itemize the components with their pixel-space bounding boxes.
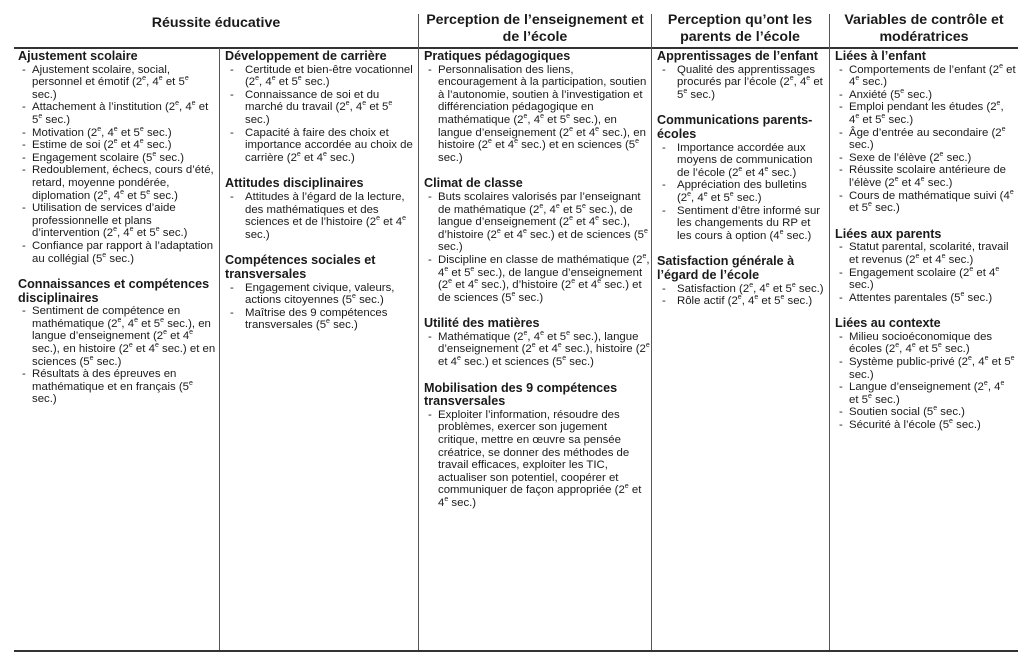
variable-item: - Qualité des apprentissages procurés par l’école (2e, 4e et 5e sec.): [657, 64, 827, 102]
section-title: Liées aux parents: [835, 226, 942, 241]
variable-item: - Sentiment de compétence en mathématique (2e, 4e et 5e sec.), en langue d’enseignement (2e et 4e sec.), en histoire (2e et 4e sec.) et en sciences (5e sec.): [18, 305, 216, 368]
variable-item: - Exploiter l’information, résoudre des problèmes, exercer son jugement critique, mettre en œuvre sa pensée créatrice, se donner des méthodes de travail efficaces, exploiter les TIC, actualiser son potentiel, coopérer et communiquer de façon appropriée (2e et 4e sec.): [424, 409, 650, 510]
section: [424, 177, 650, 304]
variable-list: [657, 142, 827, 243]
variable-item: - Résultats à des épreuves en mathématique et en français (5e sec.): [18, 368, 216, 406]
section: [424, 317, 650, 368]
variable-item: - Confiance par rapport à l’adaptation au collégial (5e sec.): [18, 240, 216, 265]
variable-item: - Cours de mathématique suivi (4e et 5e sec.): [835, 190, 1017, 215]
variable-item: - Langue d’enseignement (2e, 4e et 5e sec.): [835, 381, 1017, 406]
variable-item: - Utilisation de services d’aide professionnelle et plans d’intervention (2e, 4e et 5e sec.): [18, 202, 216, 240]
variables-table: [14, 12, 1018, 651]
variable-list: [835, 331, 1017, 432]
section-title: Apprentissages de l’enfant: [657, 49, 818, 63]
variable-item: - Discipline en classe de mathématique (2e, 4e et 5e sec.), de langue d’enseignement (2e et 4e sec.), d’histoire (2e et 4e sec.) et de sciences (5e sec.): [424, 254, 650, 304]
section: [225, 254, 415, 332]
section-title: Liées au contexte: [835, 316, 941, 331]
variable-item: - Maîtrise des 9 compétences transversales (5e sec.): [225, 307, 415, 332]
section-title: Utilité des matières: [424, 316, 540, 331]
section: [835, 317, 1017, 431]
variable-item: - Sentiment d’être informé sur les changements du RP et les cours à option (4e sec.): [657, 205, 827, 243]
variable-item: - Emploi pendant les études (2e, 4e et 5e sec.): [835, 101, 1017, 126]
column-variables-controle: [835, 50, 1017, 445]
variable-item: - Capacité à faire des choix et importance accordée au choix de carrière (2e et 4e sec.): [225, 127, 415, 165]
variable-item: - Buts scolaires valorisés par l’enseignant de mathématique (2e, 4e et 5e sec.), de langue d’enseignement (2e et 4e sec.), d’histoire (2e et 4e sec.) et de sciences (5e sec.): [424, 191, 650, 254]
variable-list: [657, 283, 827, 308]
column-divider: [418, 14, 419, 650]
variable-item: - Sexe de l’élève (2e sec.): [835, 152, 1017, 165]
variable-list: [424, 191, 650, 304]
variable-item: - Mathématique (2e, 4e et 5e sec.), langue d’enseignement (2e et 4e sec.), histoire (2e et 4e sec.) et sciences (5e sec.): [424, 331, 650, 369]
variable-item: - Redoublement, échecs, cours d’été, retard, moyenne pondérée, diplomation (2e, 4e et 5e sec.): [18, 164, 216, 202]
column-divider: [219, 48, 220, 650]
variable-list: [225, 282, 415, 332]
section-title: Ajustement scolaire: [18, 49, 138, 63]
section: [835, 228, 1017, 305]
column-divider: [651, 14, 652, 650]
column-reussite-carriere: [225, 50, 415, 345]
variable-item: - Système public-privé (2e, 4e et 5e sec.): [835, 356, 1017, 381]
variable-item: - Estime de soi (2e et 4e sec.): [18, 139, 216, 152]
variable-item: - Appréciation des bulletins (2e, 4e et 5e sec.): [657, 179, 827, 204]
variable-item: - Ajustement scolaire, social, personnel et émotif (2e, 4e et 5e sec.): [18, 64, 216, 102]
variable-list: [18, 64, 216, 266]
variable-item: - Satisfaction (2e, 4e et 5e sec.): [657, 283, 827, 296]
variable-item: - Motivation (2e, 4e et 5e sec.): [18, 127, 216, 140]
variable-item: - Réussite scolaire antérieure de l’élève (2e et 4e sec.): [835, 164, 1017, 189]
header-perception-enseignement: Perception de l’enseignement et de l’école: [426, 12, 644, 45]
variable-list: [18, 305, 216, 406]
column-reussite-ajustement: [18, 50, 216, 419]
variable-item: - Certitude et bien-être vocationnel (2e, 4e et 5e sec.): [225, 64, 415, 89]
column-perception-enseignement: [424, 50, 650, 523]
variable-item: - Attachement à l’institution (2e, 4e et 5e sec.): [18, 101, 216, 126]
variable-list: [835, 241, 1017, 304]
variable-list: [835, 64, 1017, 215]
variable-list: [424, 409, 650, 510]
section-title: Pratiques pédagogiques: [424, 49, 571, 63]
variable-item: - Engagement scolaire (5e sec.): [18, 152, 216, 165]
section-title: Mobilisation des 9 compétences transversales: [424, 380, 618, 409]
section-title: Satisfaction générale à l’égard de l’école: [657, 254, 795, 282]
column-perception-parents: [657, 50, 827, 321]
section-title: Compétences sociales et transversales: [225, 253, 376, 281]
table-bottom-border: [14, 650, 1018, 652]
section: [225, 177, 415, 241]
variable-item: - Attentes parentales (5e sec.): [835, 292, 1017, 305]
header-reussite-educative: Réussite éducative: [151, 15, 281, 31]
variable-item: - Engagement scolaire (2e et 4e sec.): [835, 267, 1017, 292]
variable-list: [225, 64, 415, 165]
section-title: Liées à l’enfant: [835, 49, 926, 63]
section-title: Climat de classe: [424, 176, 523, 191]
variable-item: - Anxiété (5e sec.): [835, 89, 1017, 102]
variable-list: [424, 331, 650, 369]
section-title: Développement de carrière: [225, 49, 387, 63]
variable-item: - Âge d’entrée au secondaire (2e sec.): [835, 127, 1017, 152]
section-title: Connaissances et compétences disciplinaires: [18, 277, 210, 305]
variable-item: - Statut parental, scolarité, travail et revenus (2e et 4e sec.): [835, 241, 1017, 266]
section-title: Attitudes disciplinaires: [225, 176, 364, 191]
variable-list: [225, 191, 415, 241]
section: [424, 382, 650, 510]
section: [657, 50, 827, 101]
variable-list: [657, 64, 827, 102]
variable-item: - Engagement civique, valeurs, actions citoyennes (5e sec.): [225, 282, 415, 307]
column-divider: [829, 14, 830, 650]
variable-item: - Rôle actif (2e, 4e et 5e sec.): [657, 295, 827, 308]
section-title: Communications parents-écoles: [657, 113, 813, 141]
variable-item: - Personnalisation des liens, encouragement à la participation, soutien à l’autonomie, soutien à l’investigation et différenciation pédagogique en mathématique (2e, 4e et 5e sec.), en langue d’enseignement (2e et 4e sec.), en histoire (2e et 4e sec.) et en sciences (5e sec.): [424, 64, 650, 165]
variable-item: - Importance accordée aux moyens de communication de l’école (2e et 4e sec.): [657, 142, 827, 180]
section: [424, 50, 650, 164]
header-perception-parents: Perception qu’ont les parents de l’école: [667, 12, 813, 45]
section: [18, 50, 216, 265]
variable-item: - Attitudes à l’égard de la lecture, des mathématiques et des sciences et de l’histoire (2e et 4e sec.): [225, 191, 415, 241]
section: [225, 50, 415, 164]
section: [657, 114, 827, 242]
variable-item: - Soutien social (5e sec.): [835, 406, 1017, 419]
section: [835, 50, 1017, 215]
section: [657, 255, 827, 307]
variable-item: - Sécurité à l’école (5e sec.): [835, 419, 1017, 432]
variable-list: [424, 64, 650, 165]
variable-item: - Milieu socioéconomique des écoles (2e, 4e et 5e sec.): [835, 331, 1017, 356]
variable-item: - Comportements de l’enfant (2e et 4e sec.): [835, 64, 1017, 89]
variable-item: - Connaissance de soi et du marché du travail (2e, 4e et 5e sec.): [225, 89, 415, 127]
header-variables-controle: Variables de contrôle et modératrices: [844, 12, 1004, 45]
section: [18, 278, 216, 406]
